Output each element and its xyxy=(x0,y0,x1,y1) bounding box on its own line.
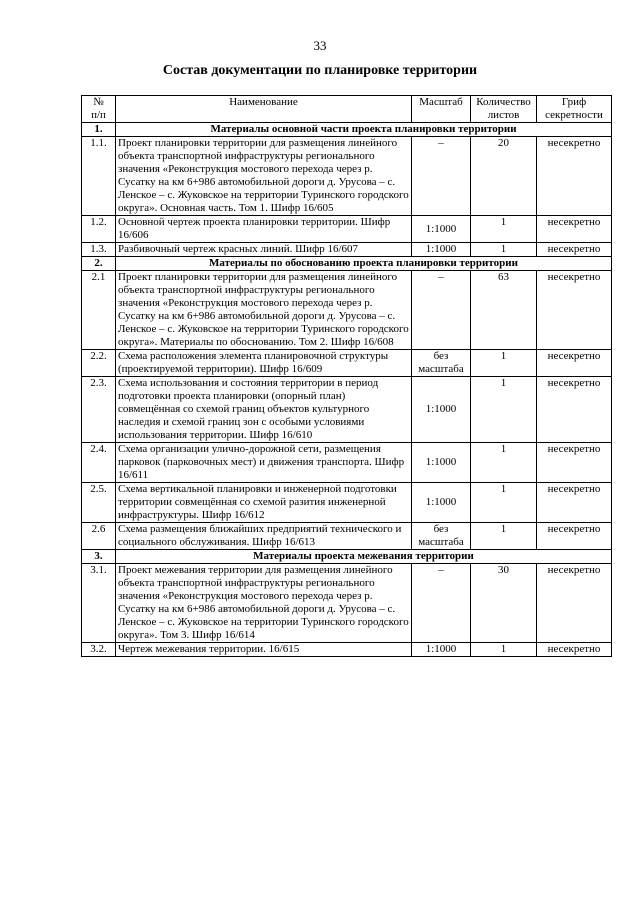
row-count: 1 xyxy=(471,377,537,443)
header-secret-line2: секретности xyxy=(545,109,603,121)
table-row xyxy=(82,243,612,257)
row-count: 1 xyxy=(471,643,537,657)
header-number-line1: № xyxy=(93,96,104,108)
row-name: Схема организации улично-дорожной сети, размещения парковок (парковочных мест) и движения транспорта. Шифр 16/611 xyxy=(116,443,412,483)
row-name: Основной чертеж проекта планировки территории. Шифр 16/606 xyxy=(116,216,412,243)
row-secret: несекретно xyxy=(537,443,612,483)
section-number: 2. xyxy=(82,257,116,271)
row-scale: без масштаба xyxy=(412,523,471,550)
row-number: 2.3. xyxy=(82,377,116,443)
section-title: Материалы по обоснованию проекта планировки территории xyxy=(116,257,612,271)
row-number: 3.1. xyxy=(82,564,116,643)
row-name: Схема размещения ближайших предприятий технического и социального обслуживания. Шифр 16/613 xyxy=(116,523,412,550)
row-name: Схема расположения элемента планировочной структуры (проектируемой территории). Шифр 16/609 xyxy=(116,350,412,377)
row-scale: – xyxy=(412,271,471,350)
row-secret: несекретно xyxy=(537,523,612,550)
row-name: Схема использования и состояния территории в период подготовки проекта планировки (опорный план) совмещённая со схемой границ объектов культурного наследия и схемой границ зон с особыми условиями использования территории. Шифр 16/610 xyxy=(116,377,412,443)
table-row xyxy=(82,271,612,350)
documentation-table xyxy=(81,95,612,657)
row-secret: несекретно xyxy=(537,137,612,216)
section-title: Материалы основной части проекта планировки территории xyxy=(116,123,612,137)
row-number: 1.3. xyxy=(82,243,116,257)
row-count: 63 xyxy=(471,271,537,350)
row-secret: несекретно xyxy=(537,350,612,377)
row-scale: 1:1000 xyxy=(412,643,471,657)
row-scale: 1:1000 xyxy=(412,483,471,523)
header-count-line2: листов xyxy=(487,109,520,121)
header-name xyxy=(116,96,412,123)
row-count: 1 xyxy=(471,523,537,550)
table-row xyxy=(82,483,612,523)
page-number: 33 xyxy=(313,38,327,53)
table-row xyxy=(82,350,612,377)
table-row xyxy=(82,564,612,643)
header-name-text: Наименование xyxy=(229,96,298,108)
table-row xyxy=(82,137,612,216)
row-number: 2.6 xyxy=(82,523,116,550)
row-number: 2.4. xyxy=(82,443,116,483)
section-row-3 xyxy=(82,550,612,564)
row-secret: несекретно xyxy=(537,243,612,257)
row-name: Чертеж межевания территории. 16/615 xyxy=(116,643,412,657)
row-count: 30 xyxy=(471,564,537,643)
row-secret: несекретно xyxy=(537,643,612,657)
row-name: Проект планировки территории для размещения линейного объекта транспортной инфраструктуры регионального значения «Реконструкция мостового перехода через р. Сусатку на км 6+986 автомобильной дороги д. Урусова – с. Ленское – с. Жуковское на территории Туринского городского округа». Материалы по обоснованию. Том 2. Шифр 16/608 xyxy=(116,271,412,350)
row-number: 2.1 xyxy=(82,271,116,350)
row-scale: – xyxy=(412,137,471,216)
row-number: 3.2. xyxy=(82,643,116,657)
section-row-2 xyxy=(82,257,612,271)
header-count-line1: Количество xyxy=(476,96,531,108)
table-row xyxy=(82,443,612,483)
row-secret: несекретно xyxy=(537,564,612,643)
row-count: 1 xyxy=(471,350,537,377)
row-name: Проект межевания территории для размещения линейного объекта транспортной инфраструктуры регионального значения «Реконструкция мостового перехода через р. Сусатку на км 6+986 автомобильной дороги д. Урусова – с. Ленское – с. Жуковское на территории Туринского городского округа». Том 3. Шифр 16/614 xyxy=(116,564,412,643)
header-scale-text: Масштаб xyxy=(419,96,463,108)
table-row xyxy=(82,216,612,243)
row-count: 20 xyxy=(471,137,537,216)
row-secret: несекретно xyxy=(537,271,612,350)
row-count: 1 xyxy=(471,483,537,523)
table-header-row xyxy=(82,96,612,123)
row-number: 2.5. xyxy=(82,483,116,523)
row-scale: 1:1000 xyxy=(412,243,471,257)
section-number: 1. xyxy=(82,123,116,137)
row-count: 1 xyxy=(471,216,537,243)
row-number: 1.1. xyxy=(82,137,116,216)
row-scale: 1:1000 xyxy=(412,216,471,243)
header-number-line2: п/п xyxy=(91,109,106,121)
row-secret: несекретно xyxy=(537,216,612,243)
row-name: Проект планировки территории для размещения линейного объекта транспортной инфраструктуры регионального значения «Реконструкция мостового перехода через р. Сусатку на км 6+986 автомобильной дороги д. Урусова – с. Ленское – с. Жуковское на территории Туринского городского округа». Основная часть. Том 1. Шифр 16/605 xyxy=(116,137,412,216)
row-scale: 1:1000 xyxy=(412,377,471,443)
table-row xyxy=(82,377,612,443)
header-number xyxy=(82,96,116,123)
row-name: Разбивочный чертеж красных линий. Шифр 16/607 xyxy=(116,243,412,257)
row-name: Схема вертикальной планировки и инженерной подготовки территории совмещённая со схемой разития инженерной инфраструктуры. Шифр 16/612 xyxy=(116,483,412,523)
row-scale: – xyxy=(412,564,471,643)
row-secret: несекретно xyxy=(537,377,612,443)
row-number: 1.2. xyxy=(82,216,116,243)
section-number: 3. xyxy=(82,550,116,564)
row-scale: без масштаба xyxy=(412,350,471,377)
table-row xyxy=(82,523,612,550)
header-count xyxy=(471,96,537,123)
header-secret xyxy=(537,96,612,123)
row-count: 1 xyxy=(471,443,537,483)
header-scale xyxy=(412,96,471,123)
row-scale: 1:1000 xyxy=(412,443,471,483)
row-secret: несекретно xyxy=(537,483,612,523)
row-number: 2.2. xyxy=(82,350,116,377)
section-title: Материалы проекта межевания территории xyxy=(116,550,612,564)
section-row-1 xyxy=(82,123,612,137)
table-row xyxy=(82,643,612,657)
document-title: Состав документации по планировке территории xyxy=(162,63,478,78)
header-secret-line1: Гриф xyxy=(561,96,587,108)
row-count: 1 xyxy=(471,243,537,257)
